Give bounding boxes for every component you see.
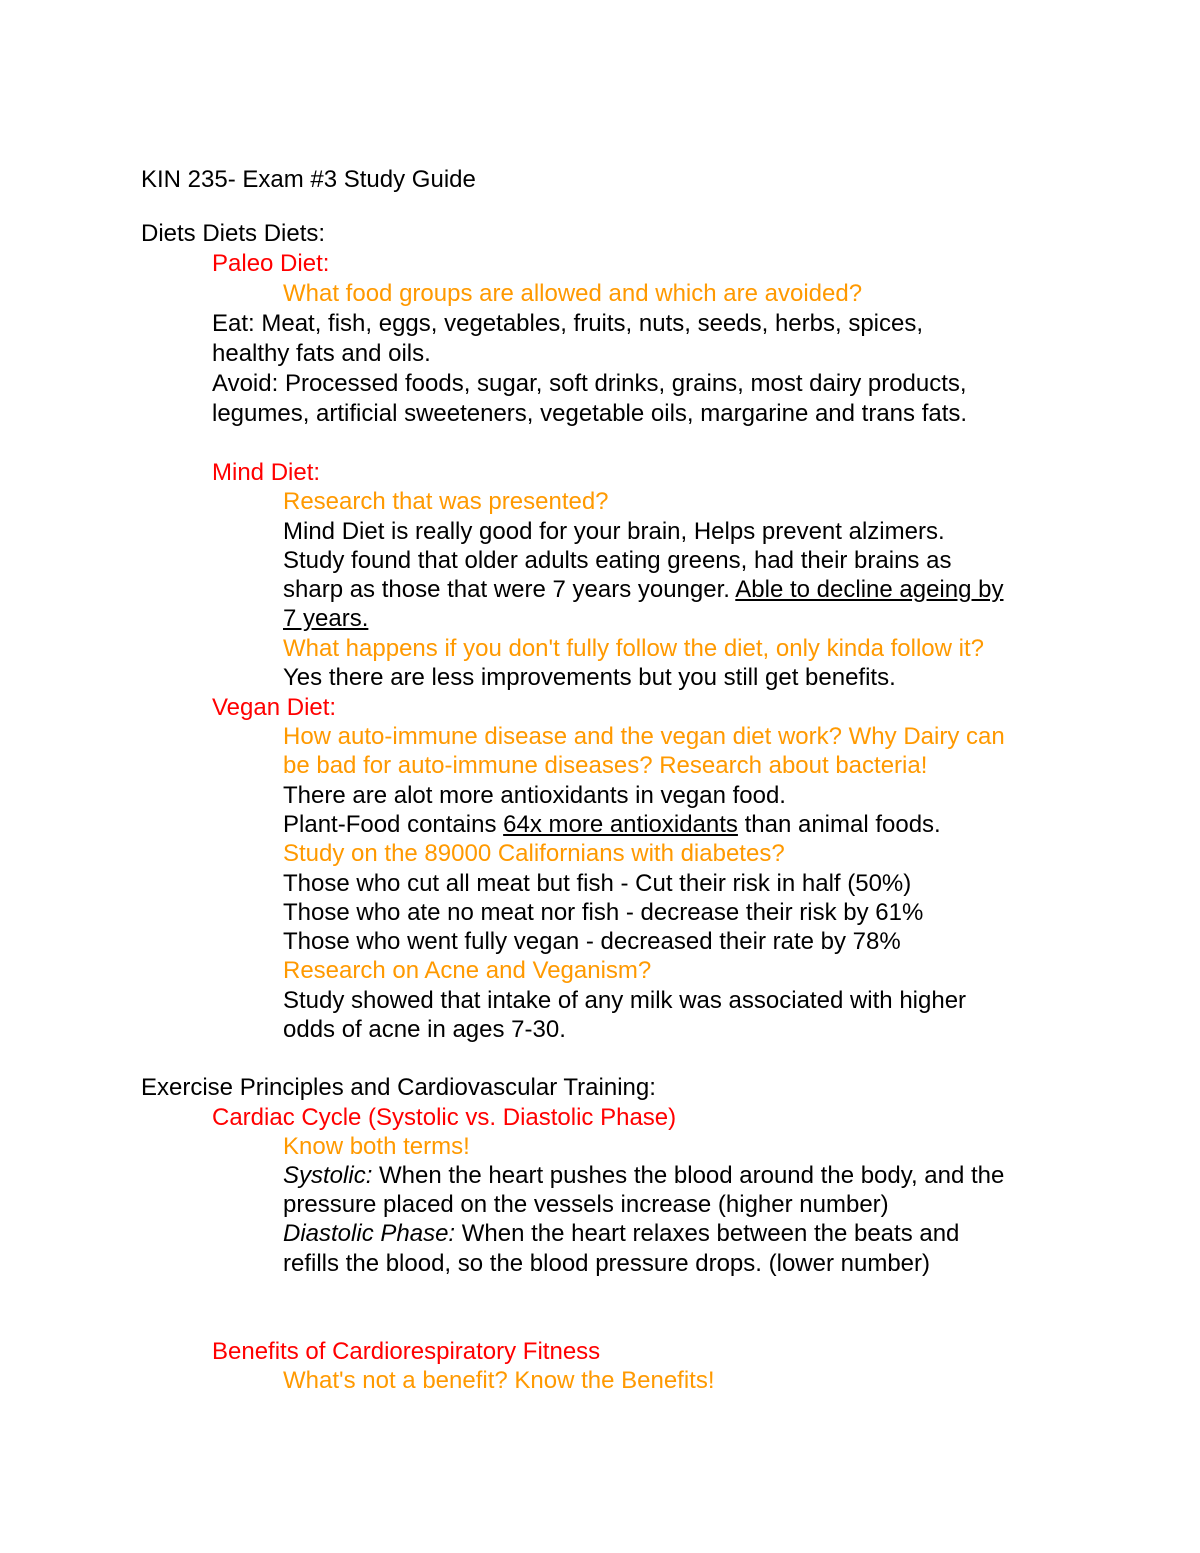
vegan-answer-line-6: Study showed that intake of any milk was associated with higher xyxy=(283,987,967,1014)
benefits-heading: Benefits of Cardiorespiratory Fitness xyxy=(212,1338,601,1365)
paleo-avoid-line-2: legumes, artificial sweeteners, vegetable oils, margarine and trans fats. xyxy=(212,400,968,427)
vegan-answer-line-1: There are alot more antioxidants in vegan food. xyxy=(283,782,786,809)
mind-question-1: Research that was presented? xyxy=(283,488,609,515)
paleo-eat-line-2: healthy fats and oils. xyxy=(212,340,431,367)
mind-question-2: What happens if you don't fully follow the diet, only kinda follow it? xyxy=(283,635,984,662)
paleo-heading: Paleo Diet: xyxy=(212,250,330,277)
vegan-question-1a: How auto-immune disease and the vegan diet work? Why Dairy can xyxy=(283,723,1005,750)
vegan-answer-line-3: Those who cut all meat but fish - Cut their risk in half (50%) xyxy=(283,870,912,897)
diastolic-term: Diastolic Phase: xyxy=(283,1220,456,1247)
vegan-answer-line-2 xyxy=(283,811,941,840)
vegan-question-1b: be bad for auto-immune diseases? Research about bacteria! xyxy=(283,752,928,779)
mind-answer-line-3-underlined: Able to decline ageing by xyxy=(735,576,1004,603)
cardiac-question: Know both terms! xyxy=(283,1133,470,1160)
mind-answer-line-1: Mind Diet is really good for your brain, Helps prevent alzimers. xyxy=(283,518,945,545)
systolic-line-1 xyxy=(283,1162,1004,1191)
vegan-question-2: Study on the 89000 Californians with diabetes? xyxy=(283,840,785,867)
paleo-question: What food groups are allowed and which are avoided? xyxy=(283,280,863,307)
benefits-question: What's not a benefit? Know the Benefits! xyxy=(283,1367,715,1394)
paleo-eat-line-1: Eat: Meat, fish, eggs, vegetables, fruits, nuts, seeds, herbs, spices, xyxy=(212,310,924,337)
vegan-answer-line-2-post: than animal foods. xyxy=(737,811,941,838)
document-title: KIN 235- Exam #3 Study Guide xyxy=(141,166,476,193)
vegan-answer-line-4: Those who ate no meat nor fish - decrease their risk by 61% xyxy=(283,899,924,926)
mind-answer-line-5: Yes there are less improvements but you still get benefits. xyxy=(283,664,896,691)
paleo-avoid-line-1: Avoid: Processed foods, sugar, soft drinks, grains, most dairy products, xyxy=(212,370,967,397)
mind-answer-line-4: 7 years. xyxy=(283,605,369,632)
mind-answer-line-3-plain: sharp as those that were 7 years younger. xyxy=(283,576,736,603)
mind-heading: Mind Diet: xyxy=(212,459,321,486)
vegan-answer-line-2-pre: Plant-Food contains xyxy=(283,811,504,838)
section-heading-diets: Diets Diets Diets: xyxy=(141,220,326,247)
diastolic-line-1 xyxy=(283,1220,959,1249)
mind-answer-line-2: Study found that older adults eating greens, had their brains as xyxy=(283,547,952,574)
section-heading-exercise: Exercise Principles and Cardiovascular Training: xyxy=(141,1074,656,1101)
vegan-answer-line-2-underlined: 64x more antioxidants xyxy=(503,811,738,838)
vegan-answer-line-7: odds of acne in ages 7-30. xyxy=(283,1016,566,1043)
systolic-term: Systolic: xyxy=(283,1162,373,1189)
diastolic-definition-1: When the heart relaxes between the beats and xyxy=(455,1220,960,1247)
vegan-question-3: Research on Acne and Veganism? xyxy=(283,957,652,984)
systolic-definition-1: When the heart pushes the blood around the body, and the xyxy=(372,1162,1005,1189)
mind-answer-line-3 xyxy=(283,576,1003,605)
systolic-line-2: pressure placed on the vessels increase (higher number) xyxy=(283,1191,889,1218)
diastolic-line-2: refills the blood, so the blood pressure drops. (lower number) xyxy=(283,1250,930,1277)
vegan-heading: Vegan Diet: xyxy=(212,694,337,721)
cardiac-heading: Cardiac Cycle (Systolic vs. Diastolic Phase) xyxy=(212,1104,677,1131)
vegan-answer-line-5: Those who went fully vegan - decreased their rate by 78% xyxy=(283,928,901,955)
